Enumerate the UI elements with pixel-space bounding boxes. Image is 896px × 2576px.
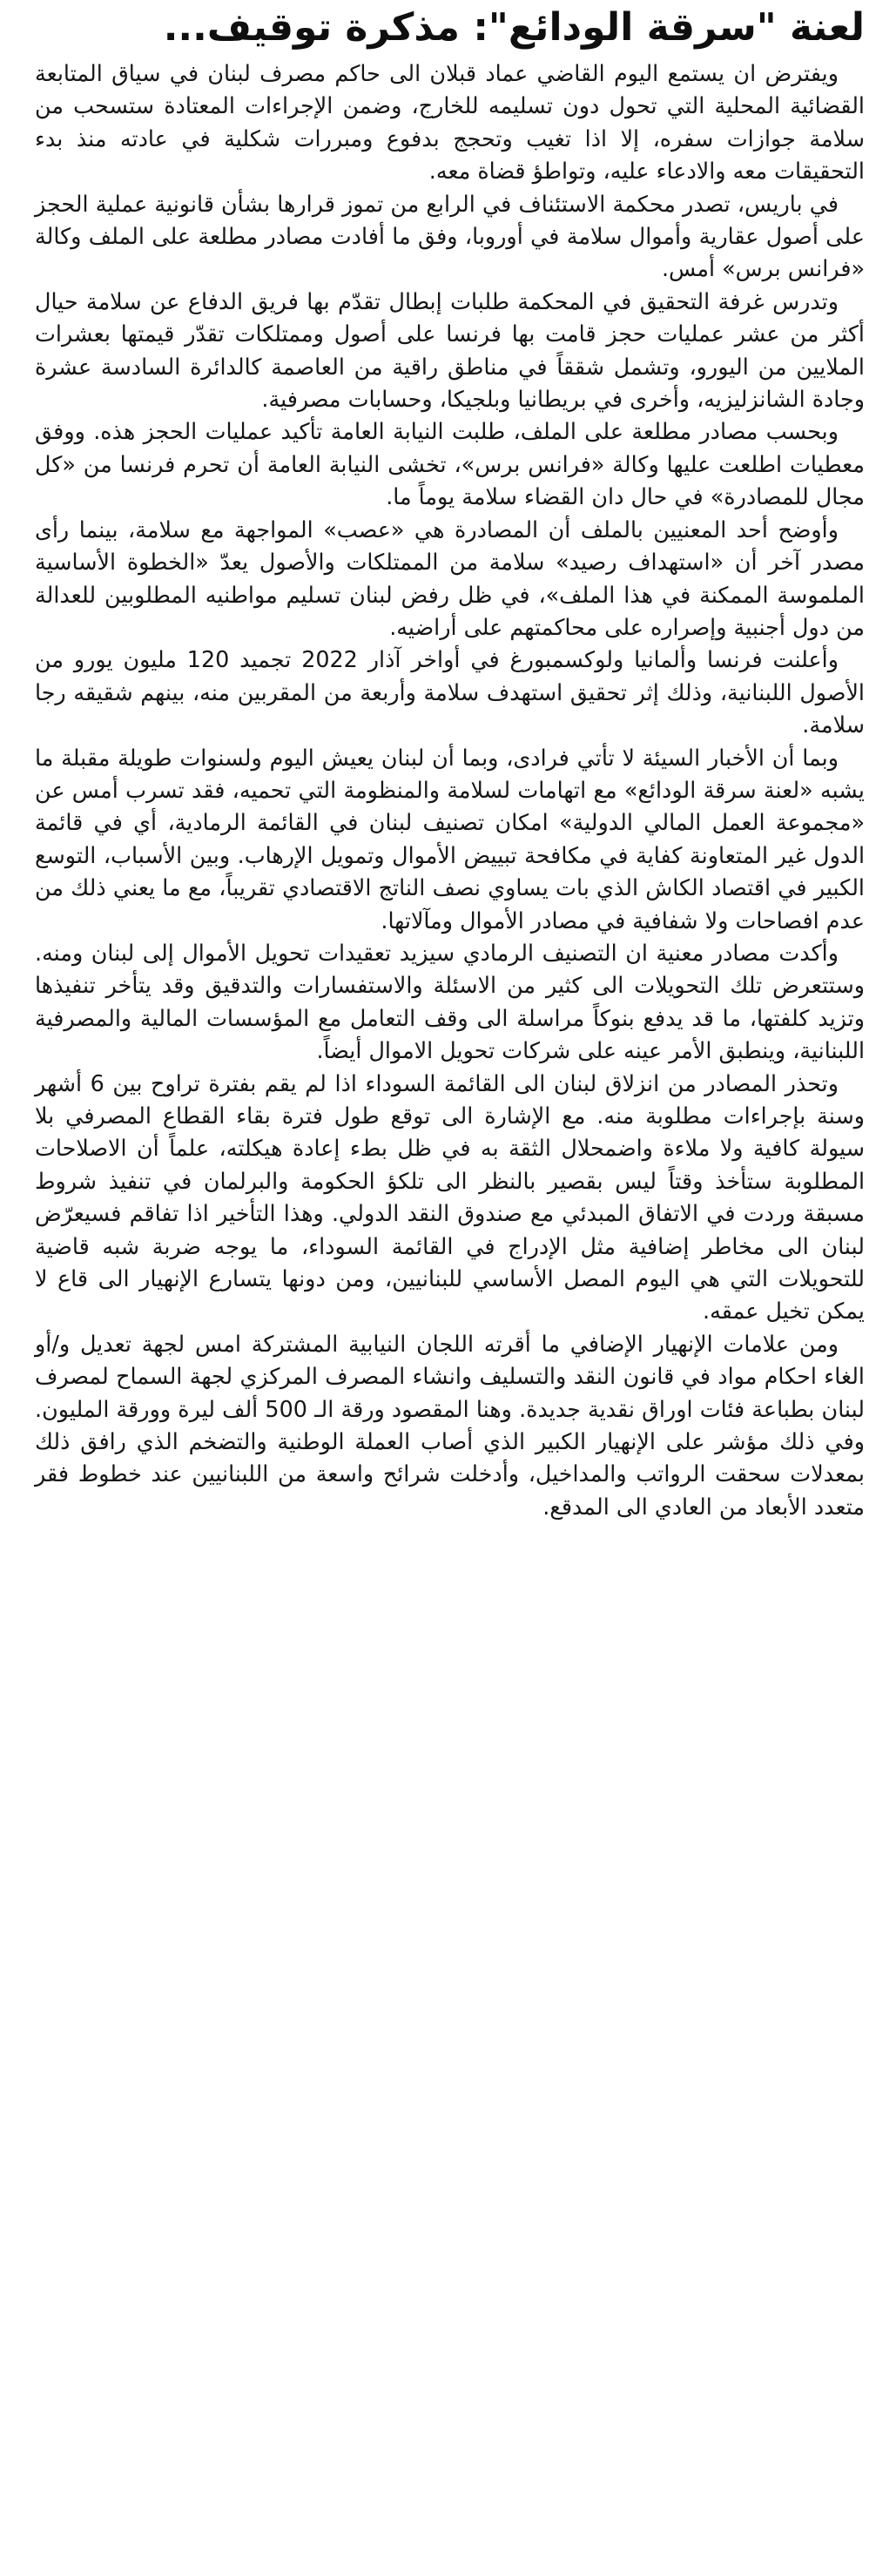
paragraph-8: وأكدت مصادر معنية ان التصنيف الرمادي سيزيد تعقيدات تحويل الأموال إلى لبنان ومنه. وستتعرض تلك التحويلات الى كثير من الاسئلة والاستفسارات والتدقيق وقد يتأخر تنفيذها وتزيد كلفتها، ما قد يدفع بنوكاً مراسلة الى وقف التعامل مع المؤسسات المالية والمصرفية اللبنانية، وينطبق الأمر عينه على شركات تحويل الاموال أيضاً.	[35, 939, 865, 1064]
paragraph-6: وأعلنت فرنسا وألمانيا ولوكسمبورغ في أواخر آذار 2022 تجميد 120 مليون يورو من الأصول اللبنانية، وذلك إثر تحقيق استهدف سلامة وأربعة من المقربين منه، بينهم شقيقه رجا سلامة.	[35, 646, 865, 738]
paragraph-7: وبما أن الأخبار السيئة لا تأتي فرادى، وبما أن لبنان يعيش اليوم ولسنوات طويلة مقبلة ما يشبه «لعنة سرقة الودائع» مع اتهامات لسلامة والمنظومة التي تحميه، فقد تسرب أمس عن «مجموعة العمل المالي الدولية» امكان تصنيف لبنان في القائمة الرمادية، أي في قائمة الدول غير المتعاونة كفاية في مكافحة تبييض الأموال وتمويل الإرهاب. وبين الأسباب، التوسع الكبير في اقتصاد الكاش الذي بات يساوي نصف الناتج الاقتصادي تقريباً، مع ما يعني ذلك من عدم افصاحات ولا شفافية في مصادر الأموال ومآلاتها.	[35, 744, 865, 934]
paragraph-10: ومن علامات الإنهيار الإضافي ما أقرته اللجان النيابية المشتركة امس لجهة تعديل و/أو الغاء احكام مواد في قانون النقد والتسليف وانشاء المصرف المركزي لجهة السماح لمصرف لبنان بطباعة فئات اوراق نقدية جديدة. وهنا المقصود ورقة الـ 500 ألف ليرة وورقة المليون. وفي ذلك مؤشر على الإنهيار الكبير الذي أصاب العملة الوطنية والتضخم الذي رافق ذلك بمعدلات سحقت الرواتب والمداخيل، وأدخلت شرائح واسعة من اللبنانيين عند خطوط فقر متعدد الأبعاد من العادي الى المدقع.	[35, 1330, 865, 1520]
paragraph-9: وتحذر المصادر من انزلاق لبنان الى القائمة السوداء اذا لم يقم بفترة تراوح بين 6 أشهر وسنة بإجراءات مطلوبة منه. مع الإشارة الى توقع طول فترة بقاء القطاع المصرفي بلا سيولة كافية ولا ملاءة واضمحلال الثقة به في ظل بطء إعادة هيكلته، علماً أن الاصلاحات المطلوبة ستأخذ وقتاً ليس بقصير بالنظر الى تلكؤ الحكومة والبرلمان في تنفيذ شروط مسبقة وردت في الاتفاق المبدئي مع صندوق النقد الدولي. وهذا التأخير اذا تفاقم فسيعرّض لبنان الى مخاطر إضافية مثل الإدراج في القائمة السوداء، ما يوجه ضربة شبه قاضية للتحويلات التي هي اليوم المصل الأساسي للبنانيين، ومن دونها يتسارع الإنهيار الى قاع لا يمكن تخيل عمقه.	[35, 1069, 865, 1325]
paragraph-1: ويفترض ان يستمع اليوم القاضي عماد قبلان الى حاكم مصرف لبنان في سياق المتابعة القضائية المحلية التي تحول دون تسليمه للخارج، وضمن الإجراءات المعتادة ستسحب من سلامة جوازات سفره، إلا اذا تغيب وتحجج بدفوع ومبررات شكلية في عادته منذ بدء التحقيقات معه والادعاء عليه، وتواطؤ قضاة معه.	[35, 60, 865, 185]
paragraph-3: وتدرس غرفة التحقيق في المحكمة طلبات إبطال تقدّم بها فريق الدفاع عن سلامة حيال أكثر من عشر عمليات حجز قامت بها فرنسا على أصول وممتلكات تقدّر قيمتها بعشرات الملايين من اليورو، وتشمل شققاً في مناطق راقية من العاصمة كالدائرة السادسة عشرة وجادة الشانزليزيه، وأخرى في بريطانيا وبلجيكا، وحسابات مصرفية.	[35, 287, 865, 413]
article-headline: لعنة "سرقة الودائع": مذكرة توقيف...	[163, 5, 865, 50]
article-body	[35, 57, 865, 1523]
paragraph-4: وبحسب مصادر مطلعة على الملف، طلبت النيابة العامة تأكيد عمليات الحجز هذه. ووفق معطيات اطلعت عليها وكالة «فرانس برس»، تخشى النيابة العامة أن تحرم فرنسا من «كل مجال للمصادرة» في حال دان القضاء سلامة يوماً ما.	[35, 418, 865, 510]
paragraph-5: وأوضح أحد المعنيين بالملف أن المصادرة هي «عصب» المواجهة مع سلامة، بينما رأى مصدر آخر أن «استهداف رصيد» سلامة من الممتلكات والأصول يعدّ «الخطوة الأساسية الملموسة الممكنة في هذا الملف»، في ظل رفض لبنان تسليم مواطنيه المطلوبين للعدالة من دول أجنبية وإصراره على محاكمتهم على أراضيه.	[35, 516, 865, 640]
paragraph-2: في باريس، تصدر محكمة الاستئناف في الرابع من تموز قرارها بشأن قانونية عملية الحجز على أصول عقارية وأموال سلامة في أوروبا، وفق ما أفادت مصادر مطلعة على الملف وكالة «فرانس برس» أمس.	[35, 190, 865, 282]
